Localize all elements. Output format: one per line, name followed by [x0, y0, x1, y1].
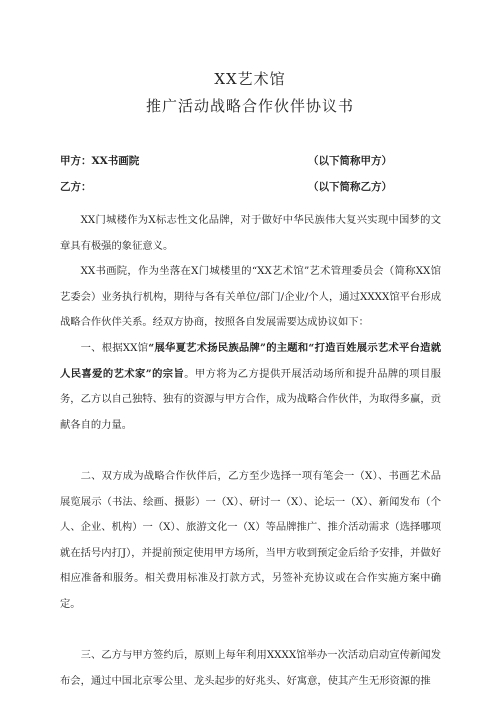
intro-paragraph-1	[60, 208, 441, 259]
intro-paragraph-2-text: XX书画院，作为坐落在X门城楼里的“XX艺术馆”艺术管理委员会（简称XX馆艺委会）业务执行机构，期待与各有关单位/部门/企业/个人，通过XXXX馆平台形成战略合作伙伴关系。经双方协商，按照各自发展需要达成协议如下：	[60, 265, 441, 329]
party-b-name: 乙方：	[60, 181, 92, 193]
document-subtitle: 推广活动战略合作伙伴协议书	[145, 97, 354, 115]
party-b-note: （以下简称乙方）	[308, 181, 392, 193]
clause-3-paragraph	[60, 643, 441, 694]
party-b-line	[60, 179, 440, 195]
clause-1-paragraph	[60, 336, 441, 438]
party-a-line	[60, 153, 440, 169]
clause-3-text: 三、乙方与甲方签约后，原则上每年利用XXXX馆举办一次活动启动宣传新闻发布会，通过中国北京零公里、龙头起步的好兆头、好寓意，使其产生无形资源的推	[60, 649, 441, 687]
clause-1-theme: “展华夏艺术扬民族品牌”的主题和“打造百姓展示艺术平台造就人民喜爱的艺术家”的宗旨	[60, 342, 441, 380]
party-a-name: 甲方：XX书画院	[60, 155, 140, 167]
clause-1-rest: 。甲方将为乙方提供开展活动场所和提升品牌的项目服务，乙方以自己独特、独有的资源与甲方合作，成为战略合作伙伴，为取得多赢，贡献各自的力量。	[60, 367, 441, 431]
clause-2-paragraph	[60, 464, 441, 618]
clause-1-text	[60, 336, 441, 438]
intro-paragraph-2	[60, 259, 441, 336]
clause-1-prefix: 一、根据XX馆	[80, 342, 149, 354]
document-title: XX艺术馆	[214, 70, 286, 88]
party-a-note: （以下简称甲方）	[308, 155, 392, 167]
intro-paragraph-1-text: XX门城楼作为X标志性文化品牌，对于做好中华民族伟大复兴实现中国梦的文章具有极强的象征意义。	[60, 214, 441, 252]
clause-2-text: 二、双方成为战略合作伙伴后，乙方至少选择一项有笔会一（X）、书画艺术品展览展示（书法、绘画、摄影）一（X）、研讨一（X）、论坛一（X）、新闻发布（个人、企业、机构）一（X）、旅游文化一（X）等品牌推广、推介活动需求（选择哪项就在括号内打J），并提前预定使用甲方场所，当甲方收到预定金后给予安排，并做好相应准备和服务。相关费用标准及打款方式，另签补充协议或在合作实施方案中确定。	[60, 470, 441, 610]
